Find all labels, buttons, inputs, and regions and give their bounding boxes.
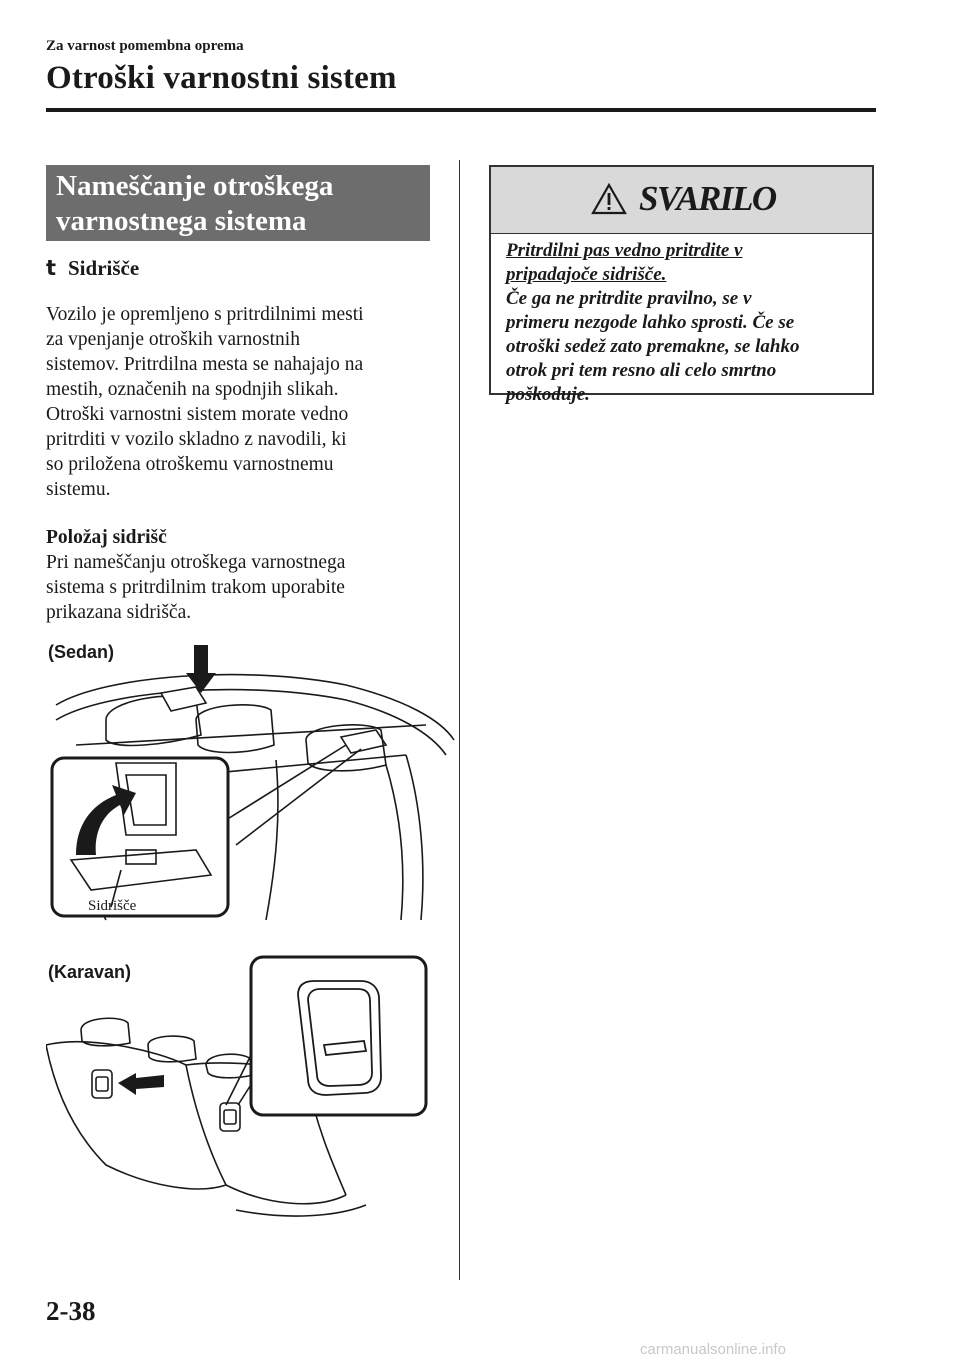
watermark: carmanualsonline.info xyxy=(640,1341,786,1358)
paragraph-line: za vpenjanje otroških varnostnih xyxy=(46,329,300,350)
position-line: Pri nameščanju otroškega varnostnega xyxy=(46,552,346,573)
subheading-marker: t xyxy=(46,256,57,280)
figure-sedan-label: (Sedan) xyxy=(48,642,115,662)
sedan-anchor-illustration xyxy=(46,645,456,925)
position-line: prikazana sidrišča. xyxy=(46,602,192,623)
subheading xyxy=(46,256,139,281)
column-divider xyxy=(459,160,460,1280)
section-heading xyxy=(56,169,333,239)
section-heading-box xyxy=(46,165,430,241)
warning-box xyxy=(489,165,874,405)
paragraph-line: so priložena otroškemu varnostnemu xyxy=(46,454,334,475)
breadcrumb: Za varnost pomembna oprema xyxy=(46,38,244,54)
title-rule xyxy=(46,108,876,112)
warning-line-underlined: pripadajoče sidrišče. xyxy=(506,264,667,285)
position-line: sistema s pritrdilnim trakom uporabite xyxy=(46,577,345,598)
paragraph-line: Vozilo je opremljeno s pritrdilnimi mesti xyxy=(46,304,364,325)
section-heading-line-2: varnostnega sistema xyxy=(56,205,307,237)
intro-paragraph xyxy=(46,302,446,502)
paragraph-line: Otroški varnostni sistem morate vedno xyxy=(46,404,349,425)
page-title: Otroški varnostni sistem xyxy=(46,60,397,96)
warning-line: primeru nezgode lahko sprosti. Če se xyxy=(506,312,795,333)
paragraph-line: sistemov. Pritrdilna mesta se nahajajo na xyxy=(46,354,364,375)
page-number: 2-38 xyxy=(46,1296,96,1326)
position-heading: Položaj sidrišč xyxy=(46,527,167,548)
wagon-anchor-illustration xyxy=(46,955,446,1220)
section-heading-line-1: Nameščanje otroškega xyxy=(56,170,334,202)
warning-line-underlined: Pritrdilni pas vedno pritrdite v xyxy=(506,240,743,261)
warning-title: SVARILO xyxy=(639,179,776,218)
warning-line: poškoduje. xyxy=(506,384,590,405)
subheading-text: Sidrišče xyxy=(68,256,140,280)
position-section xyxy=(46,525,446,625)
warning-text xyxy=(506,239,866,407)
warning-line: otroški sedež zato premakne, se lahko xyxy=(506,336,800,357)
warning-header xyxy=(491,167,872,234)
warning-line: Če ga ne pritrdite pravilno, se v xyxy=(506,288,752,309)
warning-line: otrok pri tem resno ali celo smrtno xyxy=(506,360,777,381)
figure-wagon-label: (Karavan) xyxy=(48,962,132,982)
warning-triangle-icon xyxy=(591,183,627,215)
paragraph-line: pritrditi v vozilo skladno z navodili, ki xyxy=(46,429,347,450)
figure-sedan-caption: Sidrišče xyxy=(88,898,137,914)
paragraph-line: mestih, označenih na spodnjih slikah. xyxy=(46,379,339,400)
paragraph-line: sistemu. xyxy=(46,479,111,500)
